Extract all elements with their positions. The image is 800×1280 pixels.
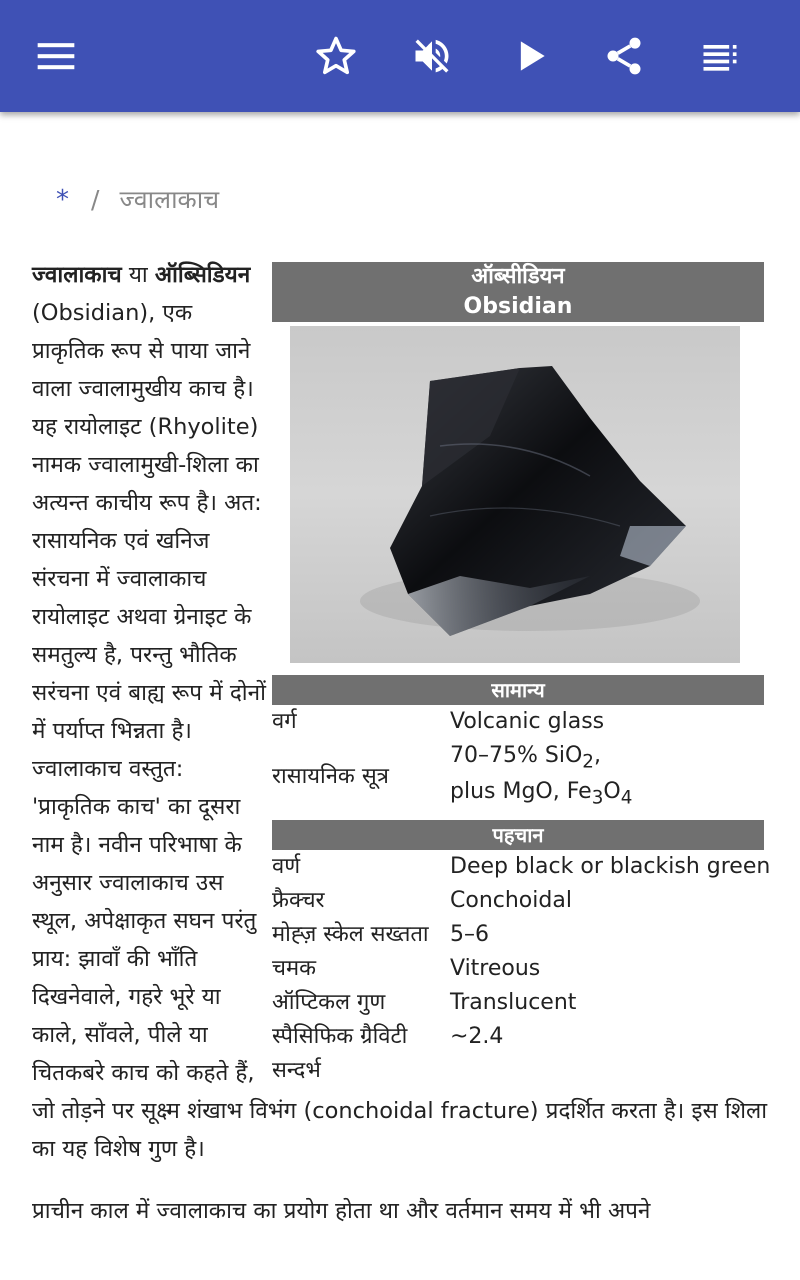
infobox-row [272,705,764,739]
infobox-row [272,1054,764,1088]
infobox-row-value: Translucent [450,989,577,1015]
infobox-row-value: Vitreous [450,955,541,981]
menu-icon[interactable] [28,28,84,84]
star-icon[interactable] [308,28,364,84]
breadcrumb-separator: / [91,185,100,214]
infobox-row-label: ऑप्टिकल गुण [272,989,386,1015]
infobox-row [272,1020,764,1054]
app-toolbar [0,0,800,112]
article-term-obsidian: ऑब्सिडियन [154,262,251,288]
infobox-identification-rows [272,850,771,1088]
breadcrumb-current: ज्वालाकाच [119,185,220,214]
infobox-row [272,850,771,884]
playlist-icon[interactable] [692,28,748,84]
volume-off-icon[interactable] [404,28,460,84]
infobox-row [272,952,764,986]
infobox-row-label[interactable]: फ्रैक्चर [272,887,325,913]
breadcrumb [56,182,219,216]
chemical-formula: 70–75% SiO$_2$, plus MgO, $Fe_3O_4$ [450,743,633,809]
infobox-row [272,986,764,1020]
infobox-row-label: वर्ग [272,709,297,734]
article-term-hindi: ज्वालाकाच [32,262,122,288]
share-icon[interactable] [596,28,652,84]
infobox-row-value [450,1054,764,1088]
obsidian-image[interactable] [290,326,740,663]
play-icon[interactable] [502,28,558,84]
article-body [32,256,771,1254]
article-content [0,112,800,1280]
infobox-row-value[interactable]: Volcanic glass [450,709,605,734]
infobox-row-label: सन्दर्भ [272,1057,321,1083]
article-paragraph: प्राचीन काल में ज्वालाकाच का प्रयोग होता था और वर्तमान समय में भी अपने [32,1198,651,1224]
infobox-row-value: ~2.4 [450,1023,504,1049]
infobox-title-hindi: ऑब्सीडियन [471,264,565,289]
infobox-section-identification: पहचान [272,820,764,850]
infobox-row [272,884,764,918]
infobox-title-english: Obsidian [463,294,573,319]
infobox-row-value: Deep black or blackish green [450,853,771,879]
infobox-row [272,918,764,952]
article-paragraph: ज्वालाकाच या ऑब्सिडियन (Obsidian), एक प्राकृतिक रूप से पाया जाने वाला ज्वालामुखीय काच है। यह रायोलाइट (Rhyolite) नामक ज्वालामुखी-शिला का अत्यन्त काचीय रूप है। अत: रासायनिक एवं खनिज संरचना में ज्वालाकाच रायोलाइट अथवा ग्रेनाइट के समतुल्य है, परन्तु भौतिक सरंचना एवं बाह्य रूप में दोनों में पर्याप्त भिन्नता है। ज्वालाकाच वस्तुत: 'प्राकृतिक काच' का दूसरा नाम है। नवीन परिभाषा के अनुसार ज्वालाकाच उस स्थूल, अपेक्षाकृत सघन परंतु प्राय: झावाँ की भाँति दिखनेवाले, गहरे भूरे या काले, साँवले, पीले या चितकबरे काच को कहते हैं, जो तोड़ने पर सूक्ष्म शंखाभ विभंग (conchoidal fracture) प्रदर्शित करता है। इस शिला का यह विशेष गुण है। [32,262,768,1162]
infobox-row-value: 5–6 [450,921,489,947]
infobox-section-general: सामान्य [272,675,764,705]
infobox-row-label[interactable]: मोह्ज़ स्केल सख्तता [272,921,429,947]
infobox [272,262,771,1088]
infobox-row-label[interactable]: स्पैसिफिक ग्रैविटी [272,1023,408,1049]
infobox-row-label: चमक [272,955,317,981]
infobox-title [272,262,764,322]
infobox-row-label: वर्ण [272,853,301,879]
infobox-row-label: रासायनिक सूत्र [272,764,389,790]
breadcrumb-home-link[interactable]: * [56,185,69,215]
infobox-row-value[interactable]: Conchoidal [450,887,572,913]
infobox-row-formula [272,739,764,816]
